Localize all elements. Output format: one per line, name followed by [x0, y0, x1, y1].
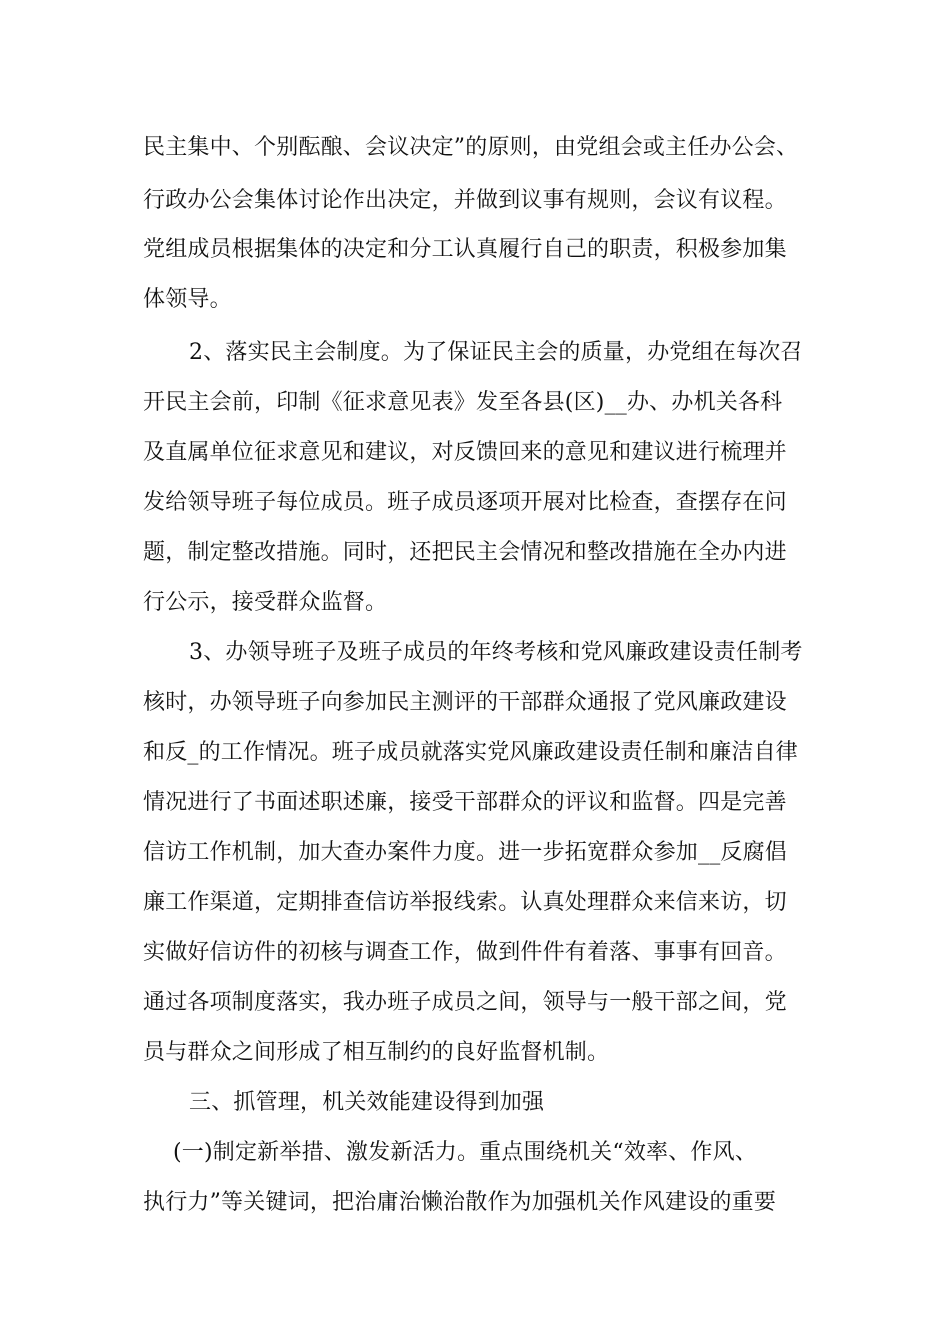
text-line: 党组成员根据集体的决定和分工认真履行自己的职责，积极参加集: [143, 237, 787, 262]
paragraph-start-line: 2、落实民主会制度。为了保证民主会的质量，办党组在每次召: [189, 340, 803, 365]
text-line: 核时，办领导班子向参加民主测评的干部群众通报了党风廉政建设: [143, 690, 787, 715]
text-line: 民主集中、个别酝酿、会议决定”的原则，由党组会或主任办公会、: [143, 135, 799, 160]
text-line: 执行力”等关键词，把治庸治懒治散作为加强机关作风建设的重要: [143, 1190, 777, 1215]
section-heading: 三、抓管理，机关效能建设得到加强: [189, 1090, 545, 1115]
text-line: 及直属单位征求意见和建议，对反馈回来的意见和建议进行梳理并: [143, 440, 787, 465]
text-line: 和反_的工作情况。班子成员就落实党风廉政建设责任制和廉洁自律: [143, 740, 799, 765]
text-line: 实做好信访件的初核与调查工作，做到件件有着落、事事有回音。: [143, 940, 787, 965]
text-line: 行公示，接受群众监督。: [143, 590, 388, 615]
text-line: 发给领导班子每位成员。班子成员逐项开展对比检查，查摆存在问: [143, 490, 787, 515]
text-line: 通过各项制度落实，我办班子成员之间，领导与一般干部之间，党: [143, 990, 787, 1015]
paragraph-start-line: (一)制定新举措、激发新活力。重点围绕机关“效率、作风、: [173, 1140, 758, 1165]
text-line: 信访工作机制，加大查办案件力度。进一步拓宽群众参加__反腐倡: [143, 840, 788, 865]
text-line: 员与群众之间形成了相互制约的良好监督机制。: [143, 1040, 610, 1065]
text-line: 题，制定整改措施。同时，还把民主会情况和整改措施在全办内进: [143, 540, 787, 565]
text-line: 开民主会前，印制《征求意见表》发至各县(区)__办、办机关各科: [143, 390, 783, 415]
text-line: 情况进行了书面述职述廉，接受干部群众的评议和监督。四是完善: [143, 790, 787, 815]
text-line: 行政办公会集体讨论作出决定，并做到议事有规则，会议有议程。: [143, 188, 787, 213]
paragraph-start-line: 3、办领导班子及班子成员的年终考核和党风廉政建设责任制考: [189, 640, 803, 665]
text-line: 体领导。: [143, 287, 232, 312]
text-line: 廉工作渠道，定期排查信访举报线索。认真处理群众来信来访，切: [143, 890, 787, 915]
